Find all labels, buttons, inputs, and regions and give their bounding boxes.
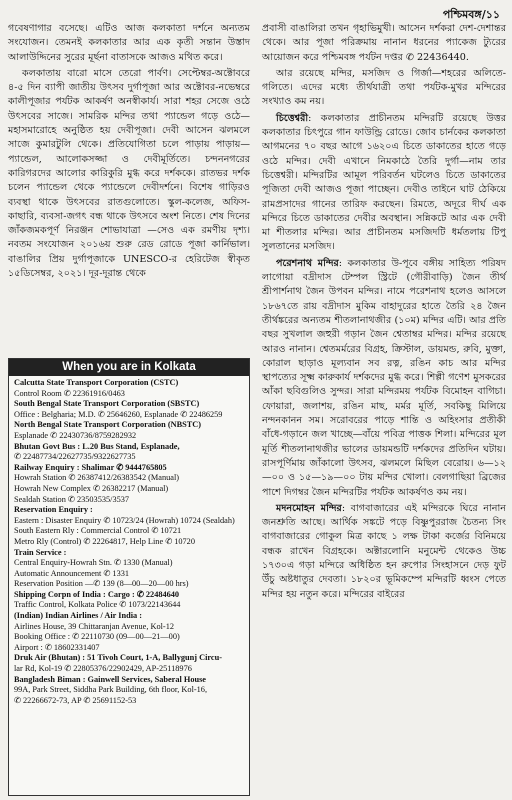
paragraph-puja-tours: প্রবাসী বাঙালিরা তখন গৃহাভিমুখী। আসেন দর্শকরা দেশ-দেশান্তর থেকে। আর পূজা পরিক্রমায় নানান ধরনের প্যাকেজ ট্যুরের আয়োজন করে পশ্চিমবঙ্গ পর্যটন দপ্তর ✆ 22436440. [262, 23, 506, 63]
info-line: Traffic Control, Kolkata Police ✆ 1073/22143644 [14, 600, 181, 610]
info-line: South Eastern Rly : Commercial Control ✆ 10721 [14, 526, 182, 536]
info-line: Railway Enquiry : Shalimar ✆ 9444765805 [14, 462, 167, 472]
info-line: Eastern : Disaster Enquiry ✆ 10723/24 (Howrah) 10724 (Sealdah) [14, 515, 235, 525]
info-line: South Bengal State Transport Corporation (SBSTC) [14, 399, 200, 409]
info-line: (Indian) Indian Airlines / Air India : [14, 611, 143, 621]
info-box-title: When you are in Kolkata [9, 359, 249, 376]
info-line: Train Service : [14, 547, 67, 557]
info-line: Automatic Announcement ✆ 1331 [14, 568, 130, 578]
info-line: Bangladesh Biman : Gainwell Services, Saberal House [14, 674, 206, 684]
info-line: Esplanade ✆ 22430736/8759282932 [14, 430, 137, 440]
info-line: Howrah New Complex ✆ 26382217 (Manual) [14, 483, 169, 493]
info-line: Reservation Enquiry : [14, 505, 93, 515]
paragraph-chitteshwari: চিত্তেশ্বরী: কলকাতার প্রাচীনতম মন্দিরটি রয়েছে উত্তর কলকাতার চিৎপুরে গান ফাউন্ড্রি রোডে। জোব চার্নকের কলকাতা আগমনের ৭০ বছর আগে ১৬২০এ চিতে ডাকাতের হাতে গড়ে ওঠে মন্দির। দেবী এখানে নিমকাঠে তৈরি দুর্গা—নাম তার চিত্তেশ্বরী। মন্দিরটির আমূল পরিবর্তন ঘটলেও চিতে ডাকাতের পূজিতা দেবী আজও পূজা পাচ্ছেন। দেবীও তাইনে ঘাট ঠেকিয়ে রামপ্রসাদের গানের তারিফ করছেন। রিমতে, অদূরে দীর্ঘ এক মন্দিরে চিতে ডাকাতের দেবীর অবস্থান। সন্নিকটে আর এক দেবী মা শীতলার মন্দির। আর প্রাচীনতম মসজিদটি ধর্মতলায় টিপু সুলতানের মসজিদ। [262, 112, 506, 253]
left-column [8, 22, 250, 283]
info-box [8, 358, 250, 796]
info-line: Druk Air (Bhutan) : 51 Tivoh Court, 1-A, Ballygunj Circu- [14, 653, 222, 663]
right-column [262, 22, 506, 604]
paragraph-festivals: কলকাতায় বারো মাসে তেরো পার্বণ। সেপ্টেম্বর-অক্টোবরে ৪-৫ দিন ব্যাপী জাতীয় উৎসব দুর্গাপূজা আর অক্টোবর-নভেম্বরে কালীপূজার পর্যটক আকর্ষণ অনস্বীকার্য। সারা শহর সেজে ওঠে উৎসবের সাজে। সামরিক মন্দির তথা প্যান্ডেল গড়ে ওঠে—মহাসমারোহে অনুষ্ঠিত হয় দেবীপূজা। দেবী আসেন ঝলমলে সাজে কুমারটুলি থেকে। প্রতিযোগিতা চলে পাড়ায় পাড়ায়—প্যান্ডেল, আলোকসজ্জা ও দেবীমূর্তিতে। চন্দননগরের কারিগরদের আলোর কারিকুরি মুগ্ধ করে দর্শককে। রাতভর দর্শক চলেন প্যান্ডেল থেকে প্যান্ডেলে দেবীদর্শনে। বিশেষ গাড়িরও ব্যবস্থা থাকে উৎসবের রাতগুলোতে। স্কুল-কলেজ, অফিস-কাছারি, ব্যবসা-জগৎ বন্ধ থাকে উৎসবে অংশ নিতে। শেষ দিনের জাঁকজমকপূর্ণ নিরঞ্জন শোভাযাত্রা —সেও এক রমণীয় দৃশ্য। নবতম সংযোজন ২০১৬য় শুরু রেড রোডে পূজা কার্নিভাল। বাঙালির প্রিয় দুর্গাপূজাকে UNESCO-র হেরিটেজ স্বীকৃত ১৫ডিসেম্বর, ২০২১। দূর-দূরান্ত থেকে [8, 67, 250, 280]
info-line: Control Room ✆ 22361916/0463 [14, 388, 125, 398]
paragraph-pareshnath: পরেশনাথ মন্দির: কলকাতার উ-পূবে বঙ্গীয় সাহিত্য পরিষদ লাগোয়া বদ্রীদাস টেম্পল স্ট্রিটে (গৌরীবাড়ি) জৈন তীর্থ শ্রীপার্শনাথ জৈন উপবন মন্দির। নামে পরেশনাথ হলেও আসলে ১৮৬৭তে রায় বদ্রীদাস মুকিম বাহাদুরের হাতে তৈরি ২৪ জৈন তীর্থঙ্করের অন্যতম শীতলানাথজীর (১০ম) মন্দির এটি। আর প্রতি বছর সুখলাল জহুরী গড়ান জৈন শ্বেতাম্বর মন্দির। মন্দির রয়েছে আরও নানান। শ্বেতমর্মরের বিগ্রহ, ক্রিস্টাল, ডায়মন্ড, রুবি, মুক্তা, কোরাল ছাড়াও মূল্যবান সব রত্ন, রঙিন কাচ আর মন্দির স্থাপত্যের সূক্ষ্ম কারুকার্য দর্শকদের মুগ্ধ করে। শিল্পী গণেশ মুসকরের আঁকা ছবিগুলিও সুন্দর। সারা মন্দিরময় পর্যটক বিমোহন বাগিচা। ফোয়ারা, জলাশয়, রঙিন মাছ, মর্মর মূর্তি, সবকিছু মিলিয়ে নন্দনকানন সম। সরোবরের পাড়ে শান্তি ও অহিংসার প্রতীকী বাঁধে-গড়ানে জল খাচ্ছে—বাঁয়ে পবিত্র পাত্তক শিলা। মন্দিরের মূল মূর্তি শীতলানাথজীর ভালের ডায়মন্ডটি দর্শকদের প্রতিদিন ঘটায়। রাসপূর্ণিমায় জাঁকালো উৎসব, ঝলমলে মিছিল বেরোয়। ৬—১২—০০ ও ১৫—১৯—০০ টায় মন্দির খোলা। বেলগাছিয়া ব্রিজের পাশে দিগম্বর জৈন মন্দিরটির পর্যটক আকর্ষণও কম নয়। [262, 257, 506, 498]
info-box-body [9, 376, 249, 706]
paragraph-madanmohan: মদনমোহন মন্দির: বাগবাজারের এই মন্দিরকে ঘিরে নানান জনশ্রুতি আছে। আর্থিক সঙ্কটে পড়ে বিষ্ণুপুররাজ চৈতন্য সিং বাগবাজারের গোকুল মিত্র কাছে ১ লক্ষ টাকা কর্জের বিনিময়ে বন্ধক রাখেন বিগ্রহকে। অক্টারলোনি মনুমেন্ট থেকেও উচ্চ ১৭৩০এ গড়া মন্দিরে অধিষ্ঠিত হন রুপোর সিংহাসনে দেড় ফুট উঁচু অষ্টধাতুর দেবতা। ১৮২০র ভূমিকম্পে মন্দিরটি ধ্বংস পেতে মন্দির হয় নতুন করে। মন্দিরের বাইরের [262, 502, 506, 600]
info-line: Metro Rly (Control) ✆ 22264817, Help Line ✆ 10720 [14, 536, 195, 546]
paragraph-intro: গবেষণাগার বসেছে। এটিও আজ কলকাতা দর্শনে অন্যতম সংযোজন। তেমনই কলকাতার আর এক কৃতী সন্তান উস্তাদ আলাউদ্দিনের সুরের মূর্ছনা বাতাসকে আজও মথিত করে। [8, 23, 250, 63]
info-line: Shipping Corpn of India : Cargo : ✆ 22484640 [14, 589, 180, 599]
info-line: Airport : ✆ 18602331407 [14, 642, 100, 652]
info-line: Calcutta State Transport Corporation (CSTC) [14, 378, 179, 387]
info-line: Central Enquiry-Howrah Stn. ✆ 1330 (Manual) [14, 558, 173, 568]
heading-chitteshwari: চিত্তেশ্বরী [276, 112, 309, 124]
info-line: lar Rd, Kol-19 ✆ 22805376/22902429, AP-25118976 [14, 664, 192, 674]
heading-pareshnath: পরেশনাথ মন্দির [276, 257, 339, 269]
info-line: ✆ 22487734/22627735/9322627735 [14, 452, 136, 462]
heading-madanmohan: মদনমোহন মন্দির [276, 502, 342, 514]
info-line: Reservation Position —✆ 139 (8—00—20—00 hrs) [14, 579, 189, 589]
info-line: Office : Belgharia; M.D. ✆ 25646260, Esplanade ✆ 22486259 [14, 409, 223, 419]
info-line: Sealdah Station ✆ 23503535/3537 [14, 494, 130, 504]
info-line: Booking Office : ✆ 22110730 (09—00—21—00) [14, 632, 180, 642]
info-line: ✆ 22266672-73, AP ✆ 25691152-53 [14, 695, 137, 705]
info-line: 99A, Park Street, Siddha Park Building, 6th floor, Kol-16, [14, 685, 208, 695]
info-line: Bhutan Govt Bus : L.20 Bus Stand, Esplanade, [14, 441, 180, 451]
page-header: পশ্চিমবঙ্গ/১১ [442, 8, 500, 21]
info-line: Airlines House, 39 Chittaranjan Avenue, Kol-12 [14, 621, 174, 631]
info-line: North Bengal State Transport Corporation (NBSTC) [14, 420, 202, 430]
info-line: Howrah Station ✆ 26387412/26383542 (Manual) [14, 473, 180, 483]
paragraph-temples: আর রয়েছে মন্দির, মসজিদ ও গির্জা—শহরের অলিতে-গলিতে। এদের মধ্যে তীর্থযাত্রী তথা পর্যটক-মুখর মন্দিরের সংখ্যাও কম নয়। [262, 67, 506, 108]
